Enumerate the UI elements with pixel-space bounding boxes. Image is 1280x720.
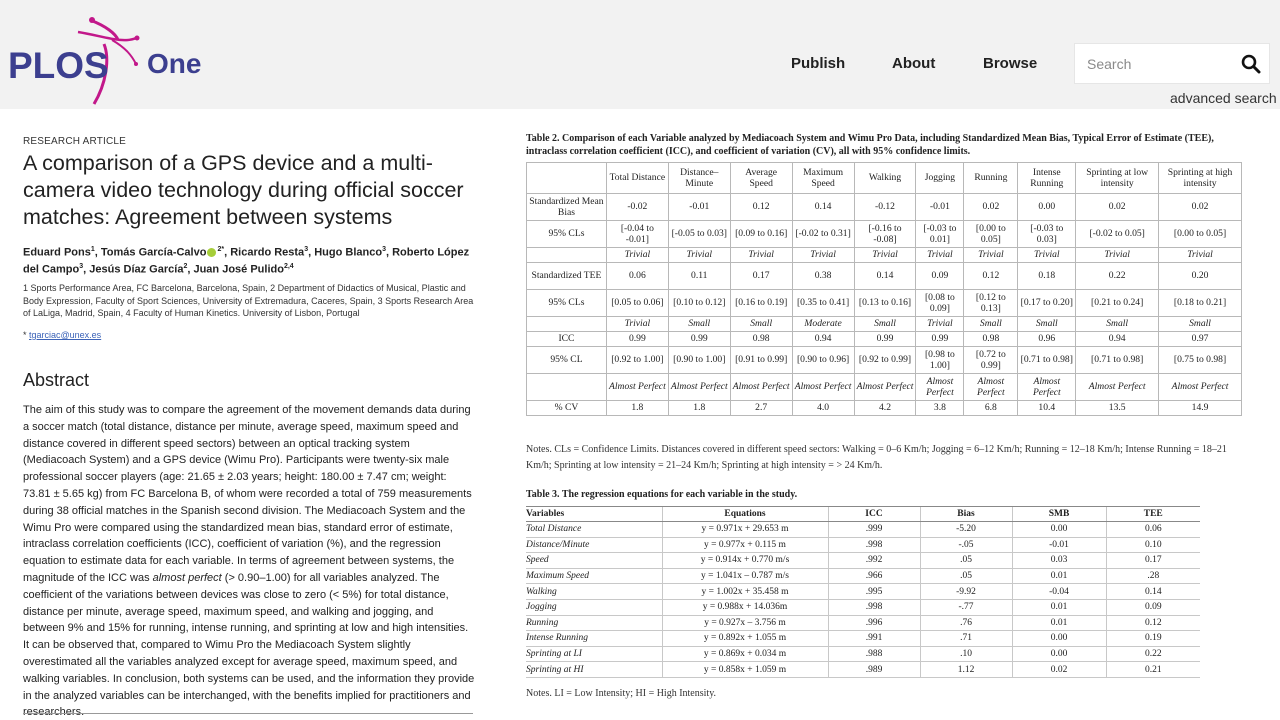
table2-cell: 0.06 — [606, 263, 668, 290]
table2-cell: Almost Perfect — [964, 374, 1018, 401]
table2-cell: 0.38 — [792, 263, 854, 290]
table3-cell: 0.01 — [1012, 599, 1106, 615]
corresponding-mark: * — [221, 246, 225, 253]
table2-cell: Almost Perfect — [1018, 374, 1076, 401]
table2-cell: [0.71 to 0.98] — [1018, 347, 1076, 374]
table3-row — [526, 568, 1200, 584]
table2-cell: [0.92 to 1.00] — [606, 347, 668, 374]
affiliations: 1 Sports Performance Area, FC Barcelona, Barcelona, Spain, 2 Department of Didactics of Musical, Plastic and Body Expression, Faculty of Sport Sciences, University of Extremadura, Caceres, Spain, 3 Sports Research Area of LaLiga, Madrid, Spain, 4 Faculty of Human Kinetics. University of Lisbon, Portugal — [23, 283, 474, 318]
table2-cell: Small — [1076, 317, 1159, 332]
table2-cell: Almost Perfect — [1159, 374, 1242, 401]
logo-plos-text: PLOS — [8, 45, 109, 86]
table3-header-cell: Bias — [920, 507, 1012, 522]
table2-cell: Trivial — [1159, 248, 1242, 263]
table2-row — [527, 290, 1242, 317]
author-name[interactable]: Ricardo Resta — [230, 246, 305, 259]
table3-header-cell: Equations — [662, 507, 828, 522]
table2-row — [527, 263, 1242, 290]
table3-cell: 1.12 — [920, 662, 1012, 678]
divider — [23, 713, 473, 714]
table2-cell: [0.08 to 0.09] — [916, 290, 964, 317]
table3-row-label: Distance/Minute — [526, 537, 662, 553]
table2-row-label: Standardized TEE — [527, 263, 607, 290]
table2-cell: 3.8 — [916, 401, 964, 416]
table2-cell: [-0.04 to -0.01] — [606, 221, 668, 248]
table3-cell: -9.92 — [920, 584, 1012, 600]
table3-cell: -0.01 — [1012, 537, 1106, 553]
table2-row — [527, 401, 1242, 416]
table2-cell: [-0.03 to 0.01] — [916, 221, 964, 248]
table3-row — [526, 599, 1200, 615]
table2-cell: 14.9 — [1159, 401, 1242, 416]
logo-one-text: One — [147, 48, 202, 79]
table3-cell: 0.12 — [1106, 615, 1200, 631]
table3-cell: .991 — [828, 631, 920, 647]
table2-cell: -0.01 — [668, 194, 730, 221]
table2-cell: Trivial — [916, 317, 964, 332]
table3-cell: .988 — [828, 646, 920, 662]
article-type: RESEARCH ARTICLE — [23, 136, 127, 147]
table3-row-label: Jogging — [526, 599, 662, 615]
table2-cell: Trivial — [854, 248, 916, 263]
table3-cell: y = 0.892x + 1.055 m — [662, 631, 828, 647]
table3-row-label: Maximum Speed — [526, 568, 662, 584]
table3-cell: .999 — [828, 522, 920, 538]
table3-row-label: Speed — [526, 553, 662, 569]
table3-cell: 0.06 — [1106, 522, 1200, 538]
table2-header-cell: Sprinting at low intensity — [1076, 163, 1159, 194]
table2-cell: -0.01 — [916, 194, 964, 221]
table3-row — [526, 537, 1200, 553]
table2-cell: 6.8 — [964, 401, 1018, 416]
table3-cell: 0.10 — [1106, 537, 1200, 553]
table2-cell: 0.94 — [1076, 332, 1159, 347]
table2-cell: 0.12 — [964, 263, 1018, 290]
table2-cell: [0.13 to 0.16] — [854, 290, 916, 317]
table3-cell: .998 — [828, 599, 920, 615]
table3-row — [526, 615, 1200, 631]
nav-publish[interactable]: Publish — [791, 55, 846, 72]
table3-cell: 0.00 — [1012, 631, 1106, 647]
table2-cell: Trivial — [1076, 248, 1159, 263]
table3-row-label: Intense Running — [526, 631, 662, 647]
table2-cell: 0.14 — [854, 263, 916, 290]
table2-cell: [0.35 to 0.41] — [792, 290, 854, 317]
table2-cell: Trivial — [964, 248, 1018, 263]
table2-cell: [0.17 to 0.20] — [1018, 290, 1076, 317]
corresponding-email — [23, 330, 101, 340]
table2-cell: [-0.16 to -0.08] — [854, 221, 916, 248]
table2-cell: Small — [1018, 317, 1076, 332]
table2-row-label: ICC — [527, 332, 607, 347]
table3-cell: .966 — [828, 568, 920, 584]
table3-row-label: Sprinting at LI — [526, 646, 662, 662]
table3-cell: .989 — [828, 662, 920, 678]
table3-cell: y = 1.041x – 0.787 m/s — [662, 568, 828, 584]
table3-row — [526, 631, 1200, 647]
table2-header-cell: Walking — [854, 163, 916, 194]
table2-header-cell: Total Distance — [606, 163, 668, 194]
table3-header-cell: SMB — [1012, 507, 1106, 522]
table2-cell: [0.21 to 0.24] — [1076, 290, 1159, 317]
table3-cell: 0.03 — [1012, 553, 1106, 569]
email-prefix: * — [23, 330, 30, 340]
table2-cell: 13.5 — [1076, 401, 1159, 416]
table2-cell: 0.22 — [1076, 263, 1159, 290]
table2-cell: 0.02 — [1076, 194, 1159, 221]
author-name[interactable]: Roberto López del Campo — [23, 246, 470, 276]
plos-one-logo[interactable] — [8, 14, 208, 110]
table2-cell: Almost Perfect — [730, 374, 792, 401]
table3-cell: .28 — [1106, 568, 1200, 584]
author-sup: 3 — [304, 246, 309, 253]
table2-row-label — [527, 317, 607, 332]
table3-row-label: Total Distance — [526, 522, 662, 538]
table3-cell: .998 — [828, 537, 920, 553]
table2-cell: 2.7 — [730, 401, 792, 416]
table3-cell: -5.20 — [920, 522, 1012, 538]
table3-cell: .995 — [828, 584, 920, 600]
table2-cell: Small — [854, 317, 916, 332]
table2-cell: 0.12 — [730, 194, 792, 221]
abstract-text — [23, 402, 475, 720]
table2-cell: [-0.02 to 0.05] — [1076, 221, 1159, 248]
table2-cell: 0.18 — [1018, 263, 1076, 290]
table2-row-label: 95% CLs — [527, 290, 607, 317]
table2-cell: [0.71 to 0.98] — [1076, 347, 1159, 374]
table2-cell: 0.99 — [606, 332, 668, 347]
table3-cell: 0.22 — [1106, 646, 1200, 662]
table2-cell: Trivial — [668, 248, 730, 263]
email-link[interactable]: tgarciac@unex.es — [29, 330, 102, 340]
table3-cell: .992 — [828, 553, 920, 569]
table2-cell: [0.09 to 0.16] — [730, 221, 792, 248]
advanced-search-link[interactable]: advanced search — [1170, 90, 1277, 106]
table2-row-label — [527, 248, 607, 263]
table2-cell: 0.17 — [730, 263, 792, 290]
table2-cell: [-0.03 to 0.03] — [1018, 221, 1076, 248]
table2-cell: -0.12 — [854, 194, 916, 221]
table2-header-cell: Intense Running — [1018, 163, 1076, 194]
table2-cell: [0.92 to 0.99] — [854, 347, 916, 374]
table3-cell: 0.21 — [1106, 662, 1200, 678]
author-sup: 2 — [217, 246, 222, 253]
abstract-heading: Abstract — [23, 370, 90, 390]
table2-cell: 0.11 — [668, 263, 730, 290]
table3-cell: y = 0.914x + 0.770 m/s — [662, 553, 828, 569]
table2-cell: Trivial — [730, 248, 792, 263]
table3-row — [526, 662, 1200, 678]
table3-row — [526, 522, 1200, 538]
table3-cell: .05 — [920, 553, 1012, 569]
table3-row-label: Sprinting at HI — [526, 662, 662, 678]
table3-row — [526, 553, 1200, 569]
table3-cell: y = 0.977x + 0.115 m — [662, 537, 828, 553]
table2-cell: 0.20 — [1159, 263, 1242, 290]
table3-cell: 0.02 — [1012, 662, 1106, 678]
table2-cell: [0.10 to 0.12] — [668, 290, 730, 317]
nav-browse[interactable]: Browse — [983, 55, 1038, 72]
table2-cell: 0.98 — [730, 332, 792, 347]
table2-cell: [0.72 to 0.99] — [964, 347, 1018, 374]
table3-cell: .05 — [920, 568, 1012, 584]
table2-header-cell — [527, 163, 607, 194]
table2-row — [527, 248, 1242, 263]
table2-cell: [-0.02 to 0.31] — [792, 221, 854, 248]
table2-header-cell: Maximum Speed — [792, 163, 854, 194]
table3-row — [526, 646, 1200, 662]
table2-row-label: Standardized Mean Bias — [527, 194, 607, 221]
table2-row — [527, 194, 1242, 221]
author-name[interactable]: Eduard Pons — [23, 246, 91, 259]
author-name[interactable]: Juan José Pulido — [193, 263, 284, 276]
table2-cell: [-0.05 to 0.03] — [668, 221, 730, 248]
article-title: A comparison of a GPS device and a multi-camera video technology during official soccer matches: Agreement between systems — [23, 151, 464, 229]
table2-row — [527, 317, 1242, 332]
abstract-italic: almost perfect — [152, 571, 222, 584]
table2-cell: [0.98 to 1.00] — [916, 347, 964, 374]
table3-cell: 0.14 — [1106, 584, 1200, 600]
table2-row — [527, 221, 1242, 248]
table2-cell: Almost Perfect — [854, 374, 916, 401]
table2-cell: Trivial — [792, 248, 854, 263]
table2-cell: 0.09 — [916, 263, 964, 290]
table2-row — [527, 374, 1242, 401]
table2-cell: Trivial — [606, 248, 668, 263]
table2-cell: [0.00 to 0.05] — [1159, 221, 1242, 248]
table3-notes: Notes. LI = Low Intensity; HI = High Intensity. — [526, 688, 717, 699]
table2-header-cell: Average Speed — [730, 163, 792, 194]
table3-cell: 0.09 — [1106, 599, 1200, 615]
table3-cell: y = 0.858x + 1.059 m — [662, 662, 828, 678]
table3-row-label: Running — [526, 615, 662, 631]
table2-cell: Trivial — [916, 248, 964, 263]
table3-cell: 0.01 — [1012, 568, 1106, 584]
table3-cell: 0.01 — [1012, 615, 1106, 631]
table2-cell: Almost Perfect — [1076, 374, 1159, 401]
table2-cell: Trivial — [606, 317, 668, 332]
table3-header-cell: Variables — [526, 507, 662, 522]
table2-cell: 0.96 — [1018, 332, 1076, 347]
table3-cell: 0.00 — [1012, 522, 1106, 538]
table2-cell: 0.99 — [916, 332, 964, 347]
table2-cell: Almost Perfect — [916, 374, 964, 401]
table2-row-label: % CV — [527, 401, 607, 416]
author-sup: 3 — [382, 246, 386, 253]
table2-cell: 0.94 — [792, 332, 854, 347]
table2-cell: [0.12 to 0.13] — [964, 290, 1018, 317]
table2-cell: Small — [964, 317, 1018, 332]
author-sup: 1 — [90, 246, 95, 253]
nav-about[interactable]: About — [892, 55, 936, 72]
table2-cell: Almost Perfect — [792, 374, 854, 401]
table2-row-label: 95% CLs — [527, 221, 607, 248]
table3-cell: 0.19 — [1106, 631, 1200, 647]
author-name[interactable]: Tomás García-Calvo — [100, 246, 207, 259]
abstract-text-part: The aim of this study was to compare the agreement of the movement demands data during a soccer match (total distance, distance per minute, average speed, maximum speed and distance covered in different speed sectors) between an optical tracking system (Mediacoach System) and a GPS device (Wimu Pro). Participants were twenty-six male professional soccer players (age: 21.65 ± 2.03 years; height: 180.00 ± 7.47 cm; weight: 73.81 ± 5.65 kg) from FC Barcelona B, of whom were recorded a total of 759 measurements during 38 official matches in the Spanish second division. The Mediacoach System and the Wimu Pro were compared using the standardized mean bias, standard error of estimate, intraclass correlation coefficients (ICC), coefficient of variation (%), and the regression equation to estimate data for each variable. In terms of agreement between systems, the magnitude of the ICC was — [23, 404, 472, 584]
table2-cell: Almost Perfect — [606, 374, 668, 401]
search-input[interactable] — [1075, 44, 1235, 83]
table3-cell: y = 0.971x + 29.653 m — [662, 522, 828, 538]
table2 — [526, 162, 1242, 416]
table2-cell: [0.90 to 1.00] — [668, 347, 730, 374]
table3-cell: y = 0.988x + 14.036m — [662, 599, 828, 615]
table2-header-cell: Distance–Minute — [668, 163, 730, 194]
table2-header-cell: Jogging — [916, 163, 964, 194]
table3-cell: .76 — [920, 615, 1012, 631]
table2-cell: 1.8 — [668, 401, 730, 416]
table3-caption: Table 3. The regression equations for each variable in the study. — [526, 489, 798, 500]
author-sup: 2,4 — [283, 263, 294, 271]
table2-cell: Small — [730, 317, 792, 332]
table3-cell: 0.17 — [1106, 553, 1200, 569]
table3-cell: y = 1.002x + 35.458 m — [662, 584, 828, 600]
table2-row — [527, 332, 1242, 347]
table2-notes: Notes. CLs = Confidence Limits. Distances covered in different speed sectors: Walking = 0–6 Km/h; Jogging = 6–12 Km/h; Running = 12–18 Km/h; Intense Running = 18–21 Km/h; Sprinting at low intensity = 21–24 Km/h; Sprinting at high intensity = > 24 Km/h. — [526, 444, 1227, 471]
table2-cell: 0.14 — [792, 194, 854, 221]
site-header — [0, 0, 1280, 109]
table2-header-cell: Sprinting at high intensity — [1159, 163, 1242, 194]
table2-cell: [0.75 to 0.98] — [1159, 347, 1242, 374]
table3-cell: -.77 — [920, 599, 1012, 615]
table2-cell: [0.00 to 0.05] — [964, 221, 1018, 248]
table2-cell: Moderate — [792, 317, 854, 332]
table2-cell: 10.4 — [1018, 401, 1076, 416]
table3-cell: -.05 — [920, 537, 1012, 553]
table2-cell: [0.90 to 0.96] — [792, 347, 854, 374]
table3 — [526, 506, 1200, 678]
table2-cell: Almost Perfect — [668, 374, 730, 401]
author-sup: 2 — [183, 263, 188, 271]
table2-cell: 0.98 — [964, 332, 1018, 347]
table2-cell: 4.0 — [792, 401, 854, 416]
table2-cell: 1.8 — [606, 401, 668, 416]
table2-cell: Small — [668, 317, 730, 332]
table2-row-label: 95% CL — [527, 347, 607, 374]
table2-cell: 0.00 — [1018, 194, 1076, 221]
table3-cell: .10 — [920, 646, 1012, 662]
table3-cell: y = 0.927x – 3.756 m — [662, 615, 828, 631]
table3-cell: .996 — [828, 615, 920, 631]
author-name[interactable]: Jesús Díaz García — [89, 263, 184, 276]
table3-row — [526, 584, 1200, 600]
table2-cell: 0.99 — [854, 332, 916, 347]
table2-cell: [0.05 to 0.06] — [606, 290, 668, 317]
table2-cell: [0.91 to 0.99] — [730, 347, 792, 374]
table2-cell: 0.99 — [668, 332, 730, 347]
search-icon[interactable] — [1241, 54, 1261, 74]
table2-cell: 0.02 — [964, 194, 1018, 221]
author-sup: 3 — [79, 263, 84, 271]
table2-cell: 0.97 — [1159, 332, 1242, 347]
table3-row-label: Walking — [526, 584, 662, 600]
table2-cell: [0.16 to 0.19] — [730, 290, 792, 317]
table3-cell: -0.04 — [1012, 584, 1106, 600]
table2-row — [527, 347, 1242, 374]
author-list: Eduard Pons$^1$, Tomás García-Calvo $^{2*}$, Ricardo Resta$^3$, Hugo Blanco$^3$, Roberto López del Campo$^3$, Jesús Díaz García$^2$, Juan José Pulido$^{2,4}$ — [23, 246, 470, 276]
table3-cell: 0.00 — [1012, 646, 1106, 662]
abstract-text-part: (> 0.90–1.00) for all variables analyzed. The coefficient of the variations between devices was close to zero (< 5%) for total distance, distance per minute, average speed, maximum speed, and walking and jogging, and between 9% and 15% for running, intense running, and sprinting at low and high intensities. It can be observed that, compared to Wimu Pro the Mediacoach System slightly overestimated all the variables analyzed except for average speed, maximum speed, and walking variables. In conclusion, both systems can be used, and the information they provide in the analyzed variables can be interchanged, with the benefits implied for practitioners and — [23, 571, 475, 702]
table2-cell: 4.2 — [854, 401, 916, 416]
table2-header-cell: Running — [964, 163, 1018, 194]
table2-caption: Table 2. Comparison of each Variable analyzed by Mediacoach System and Wimu Pro Data, including Standardized Mean Bias, Typical Error of Estimate (TEE), intraclass correlation coefficient (ICC), and coefficient of variation (CV), all with 95% confidence limits. — [526, 133, 1214, 157]
table3-header-cell: ICC — [828, 507, 920, 522]
search-box — [1074, 43, 1270, 84]
author-name[interactable]: Hugo Blanco — [314, 246, 383, 259]
table2-cell: -0.02 — [606, 194, 668, 221]
table3-cell: y = 0.869x + 0.034 m — [662, 646, 828, 662]
table2-cell: Trivial — [1018, 248, 1076, 263]
table3-header-cell: TEE — [1106, 507, 1200, 522]
table2-cell: 0.02 — [1159, 194, 1242, 221]
orcid-icon[interactable] — [207, 248, 216, 257]
table2-cell: Small — [1159, 317, 1242, 332]
table2-row-label — [527, 374, 607, 401]
table3-cell: .71 — [920, 631, 1012, 647]
table2-cell: [0.18 to 0.21] — [1159, 290, 1242, 317]
